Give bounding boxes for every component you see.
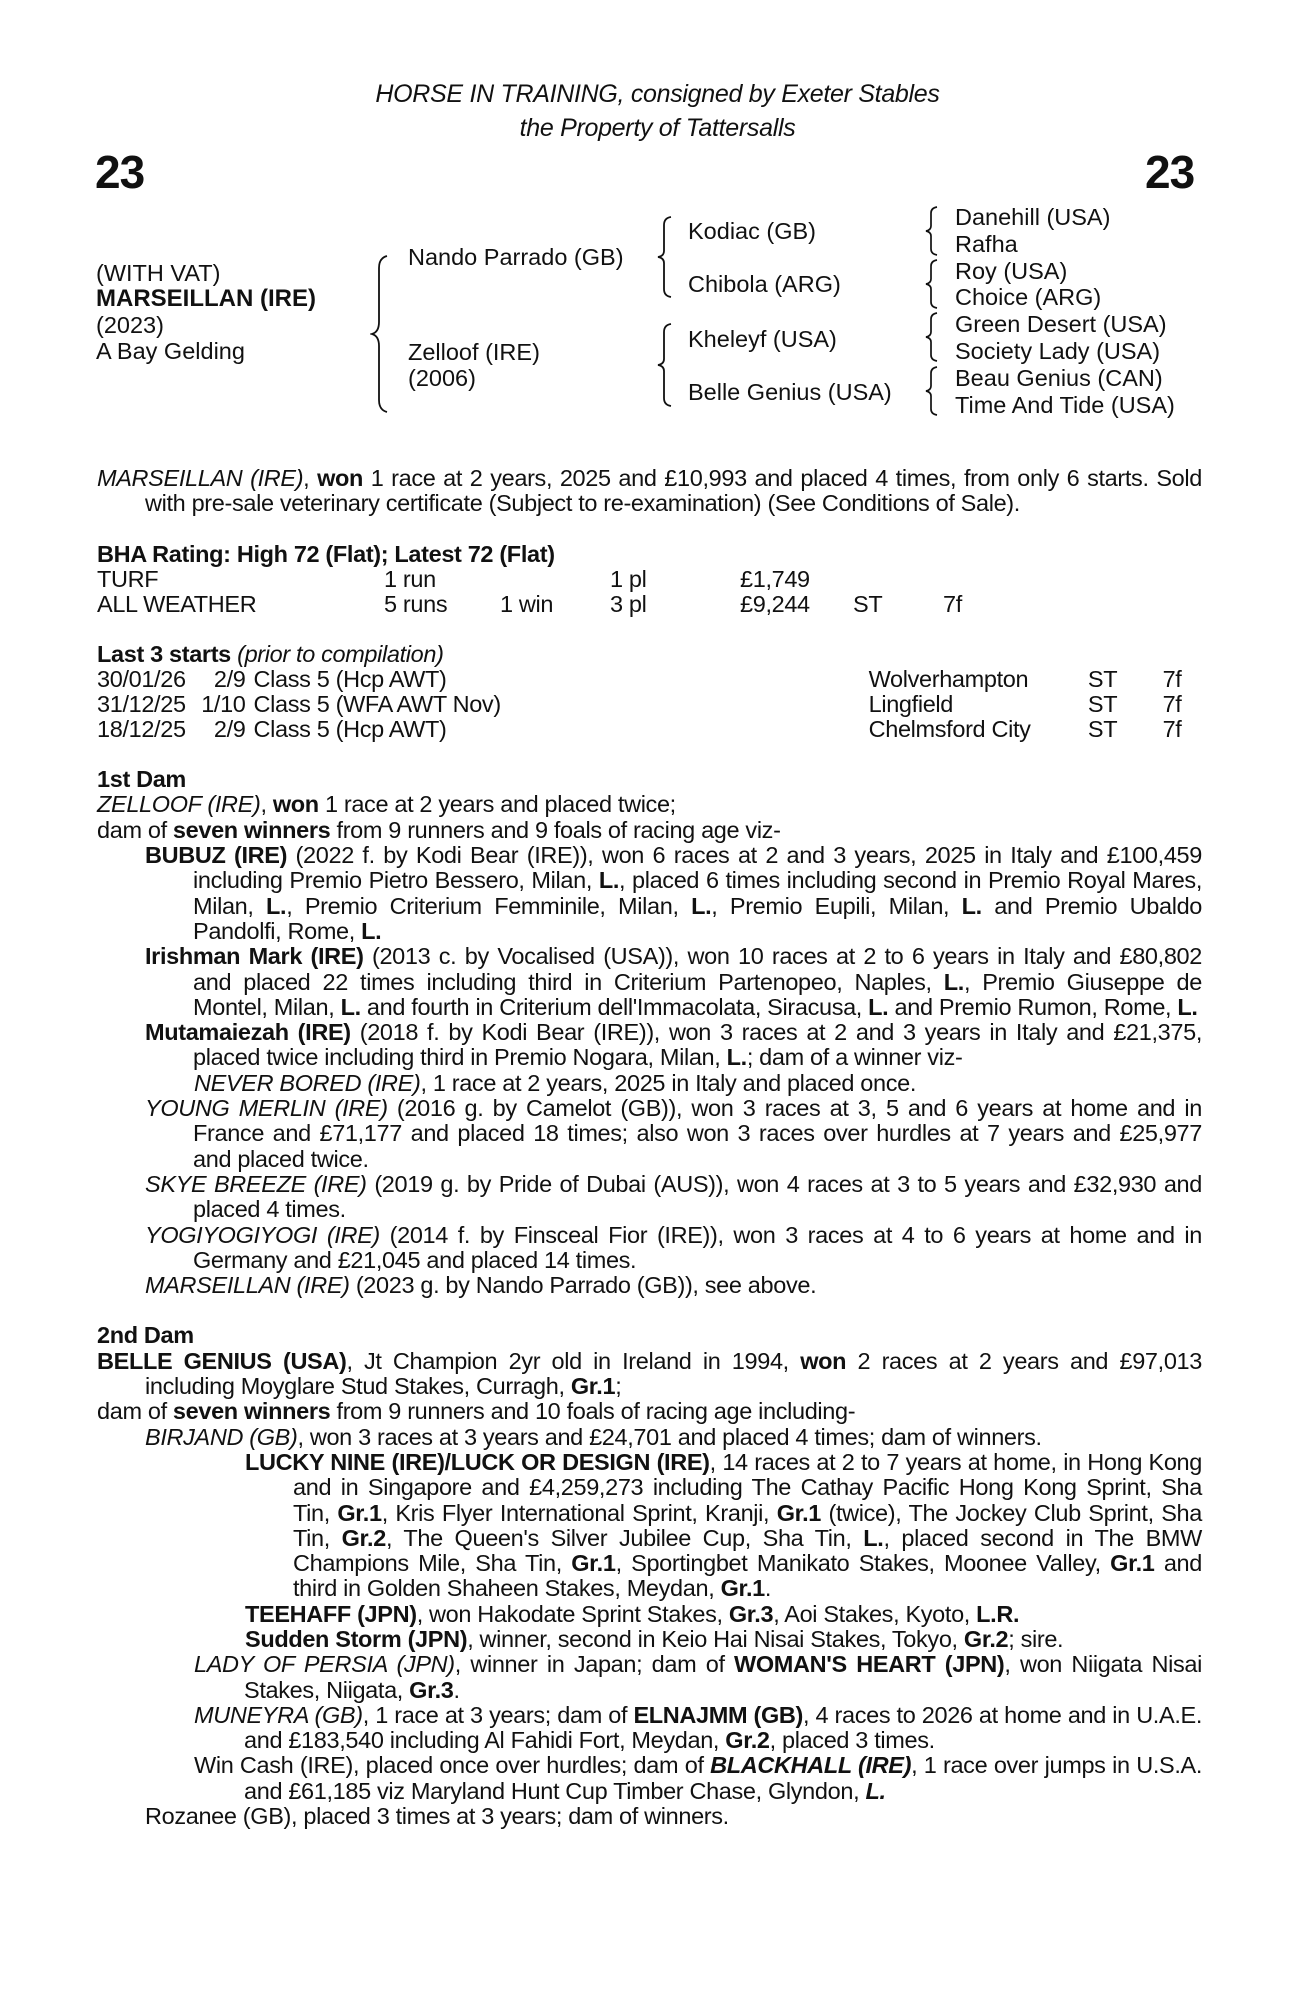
bold-text-run: TEEHAFF (JPN) xyxy=(245,1600,417,1627)
great-grandparent: Rafha xyxy=(955,230,1018,257)
bold-text-run: Gr.2 xyxy=(341,1524,386,1551)
text-run: ; dam of a winner viz- xyxy=(746,1044,963,1071)
bha-distance xyxy=(943,567,983,592)
grandsire-paternal: Kodiac (GB) xyxy=(688,218,816,244)
bold-text-run: L. xyxy=(961,892,982,919)
bha-going: ST xyxy=(853,590,883,617)
text-run: Win Cash (IRE), placed once over hurdles; dam of xyxy=(194,1752,711,1779)
start-course: Wolverhampton xyxy=(868,666,1029,693)
bold-text-run: L.R. xyxy=(976,1600,1020,1627)
start-pos: 2/9 xyxy=(213,716,246,743)
text-run: , Premio Eupili, Milan, xyxy=(711,892,962,919)
text-run: 1 race at 2 years and placed twice; xyxy=(318,791,676,818)
bold-text-run: L. xyxy=(863,1524,884,1551)
bold-text-run: Gr.2 xyxy=(725,1727,770,1754)
start-course: Lingfield xyxy=(868,691,954,718)
second-dam-progeny-list xyxy=(97,1425,1202,1830)
bold-text-run: BLACKHALL (IRE) xyxy=(710,1752,912,1779)
bha-rating-title: BHA Rating: High 72 (Flat); Latest 72 (Flat) xyxy=(97,540,555,567)
text-run: dam of xyxy=(97,1398,173,1425)
bold-text-run: Gr.3 xyxy=(409,1676,454,1703)
bold-text-run: L. xyxy=(340,993,361,1020)
text-run: , Jt Champion 2yr old in Ireland in 1994, xyxy=(346,1347,801,1374)
second-dam-section xyxy=(97,1323,1202,1829)
progeny-entry xyxy=(97,1652,1202,1703)
italic-text-run: YOGIYOGIYOGI (IRE) xyxy=(145,1221,380,1248)
bold-text-run: seven winners xyxy=(172,816,331,843)
progeny-entry xyxy=(97,1450,1202,1602)
horse-name: MARSEILLAN (IRE) xyxy=(96,285,316,312)
last-start-row xyxy=(97,717,1202,742)
start-going: ST xyxy=(1087,691,1118,718)
last-starts-table xyxy=(97,667,1202,742)
bold-text-run: L. xyxy=(598,867,619,894)
text-run: Rozanee (GB), placed 3 times at 3 years; dam of winners. xyxy=(145,1803,729,1830)
bold-text-run: won xyxy=(272,791,319,818)
second-dam-produce-line xyxy=(97,1399,1202,1424)
text-run: (2014 f. by Finsceal Fior (IRE)), won 3 races at 4 to 6 years at home and in Germany and £21,045 and placed 14 times. xyxy=(193,1221,1202,1273)
italic-text-run: BIRJAND (GB) xyxy=(145,1423,298,1450)
bha-stats-row xyxy=(97,567,983,592)
bold-text-run: LUCKY NINE (IRE)/LUCK OR DESIGN (IRE) xyxy=(245,1448,710,1475)
granddam-maternal: Belle Genius (USA) xyxy=(688,379,892,405)
bha-runs: 5 runs xyxy=(384,590,448,617)
progeny-entry xyxy=(97,843,1202,944)
text-run: , 1 race at 2 years, 2025 in Italy and placed once. xyxy=(420,1069,917,1096)
text-run: , Sportingbet Manikato Stakes, Moonee Valley, xyxy=(615,1550,1111,1577)
race-record-summary xyxy=(97,466,1202,517)
text-run: . xyxy=(453,1676,460,1703)
italic-text-run: SKYE BREEZE (IRE) xyxy=(145,1170,367,1197)
bold-text-run: Gr.1 xyxy=(570,1373,616,1400)
bold-text-run: Sudden Storm (JPN) xyxy=(245,1625,468,1652)
italic-text-run: NEVER BORED (IRE) xyxy=(194,1069,421,1096)
text-run: (2023 g. by Nando Parrado (GB)), see above. xyxy=(349,1272,817,1299)
bha-surface: ALL WEATHER xyxy=(97,590,257,617)
text-run: , won Niigata Nisai Stakes, Niigata, xyxy=(244,1651,1202,1703)
bold-text-run: L. xyxy=(361,917,382,944)
text-run: , placed 3 times. xyxy=(769,1727,935,1754)
dam-name: Zelloof (IRE) xyxy=(408,339,540,365)
bha-surface: TURF xyxy=(97,565,159,592)
summary-won-label: won xyxy=(317,465,364,491)
summary-text: 1 race at 2 years, 2025 and £10,993 and placed 4 times, from only 6 starts. Sold with pre-sale veterinary certificate (Subject to re-examination) (See Conditions of Sale). xyxy=(145,465,1202,517)
text-run: (2016 g. by Camelot (GB)), won 3 races at 3, 5 and 6 years at home and in France and £71,177 and placed 18 times; also won 3 races over hurdles at 7 years and £25,977 and placed twice. xyxy=(193,1095,1202,1172)
start-pos: 2/9 xyxy=(213,666,246,693)
great-grandparents xyxy=(955,204,1175,418)
progeny-entry xyxy=(97,1223,1202,1274)
progeny-entry xyxy=(97,1804,1202,1829)
bold-text-run: Gr.1 xyxy=(337,1499,382,1526)
text-run: from 9 runners and 10 foals of racing age including- xyxy=(330,1398,856,1425)
start-date: 18/12/25 xyxy=(97,716,186,743)
start-distance: 7f xyxy=(1162,691,1182,718)
summary-horse-name: MARSEILLAN (IRE) xyxy=(97,465,304,491)
great-grandparent: Choice (ARG) xyxy=(955,284,1102,311)
dam-info xyxy=(408,339,540,391)
bold-text-run: L. xyxy=(726,1044,747,1071)
bold-text-run: L. xyxy=(865,1777,886,1804)
summary-separator: , xyxy=(303,465,318,491)
bold-text-run: Gr.1 xyxy=(571,1550,616,1577)
text-run: , winner, second in Keio Hai Nisai Stakes, Tokyo, xyxy=(467,1625,964,1652)
bold-text-run: L. xyxy=(943,968,964,995)
start-race: Class 5 (WFA AWT Nov) xyxy=(253,691,501,718)
text-run: , Kris Flyer International Sprint, Kranji, xyxy=(381,1499,777,1526)
progeny-entry xyxy=(97,1703,1202,1754)
bold-text-run: L. xyxy=(266,892,287,919)
vat-status: (WITH VAT) xyxy=(96,260,221,286)
text-run: and third in Golden Shaheen Stakes, Meydan, xyxy=(293,1550,1202,1602)
start-distance: 7f xyxy=(1162,666,1182,693)
start-pos: 1/10 xyxy=(201,691,246,718)
last-starts-section xyxy=(97,642,1202,742)
text-run: , 4 races to 2026 at home and in U.A.E. and £183,540 including Al Fahidi Fort, Meydan, xyxy=(244,1701,1202,1754)
catalogue-header-property: the Property of Tattersalls xyxy=(519,114,796,142)
bold-text-run: L. xyxy=(1177,993,1198,1020)
progeny-entry xyxy=(97,1071,1202,1096)
text-run: and fourth in Criterium dell'Immacolata, Siracusa, xyxy=(360,993,869,1020)
progeny-entry xyxy=(97,1172,1202,1223)
text-run: (2013 c. by Vocalised (USA)), won 10 races at 2 to 6 years in Italy and £80,802 and placed 22 times including third in Criterium Partenopeo, Naples, xyxy=(193,943,1202,995)
text-run: , won 3 races at 3 years and £24,701 and placed 4 times; dam of winners. xyxy=(297,1423,1042,1450)
text-run: and Premio Rumon, Rome, xyxy=(888,993,1178,1020)
italic-text-run: LADY OF PERSIA (JPN) xyxy=(194,1651,455,1678)
bha-runs: 1 run xyxy=(384,565,436,592)
first-dam-intro xyxy=(97,792,1202,817)
text-run: dam of xyxy=(97,816,173,843)
horse-info xyxy=(96,260,316,364)
second-dam-intro xyxy=(97,1349,1202,1400)
bold-text-run: Gr.3 xyxy=(728,1600,774,1627)
great-grandparent: Danehill (USA) xyxy=(955,204,1111,230)
bha-placed: 3 pl xyxy=(610,590,647,617)
text-run: , Premio Giuseppe de Montel, Milan, xyxy=(193,968,1202,1020)
text-run: , placed second in The BMW Champions Mile, Sha Tin, xyxy=(293,1524,1202,1577)
bold-text-run: L. xyxy=(691,892,712,919)
text-run: and Premio Ubaldo Pandolfi, Rome, xyxy=(193,892,1203,944)
bold-text-run: Irishman Mark (IRE) xyxy=(145,943,364,970)
start-race: Class 5 (Hcp AWT) xyxy=(253,666,447,693)
text-run: , 1 race over jumps in U.S.A. and £61,185 viz Maryland Hunt Cup Timber Chase, Glyndon, xyxy=(244,1752,1203,1804)
second-dam-title: 2nd Dam xyxy=(97,1322,194,1349)
bold-text-run: ELNAJMM (GB) xyxy=(633,1701,804,1728)
italic-text-run: YOUNG MERLIN (IRE) xyxy=(145,1095,388,1122)
bold-text-run: BUBUZ (IRE) xyxy=(145,842,288,869)
text-run: (2022 f. by Kodi Bear (IRE)), won 6 races at 2 and 3 years, 2025 in Italy and £100,459 including Premio Pietro Bessero, Milan, xyxy=(193,842,1202,894)
great-grandparent: Time And Tide (USA) xyxy=(955,391,1175,418)
first-dam-produce-line xyxy=(97,818,1202,843)
progeny-entry xyxy=(97,1020,1202,1071)
bold-text-run: Gr.1 xyxy=(720,1575,765,1602)
text-run: (2018 f. by Kodi Bear (IRE)), won 3 races at 2 and 3 years in Italy and £21,375, placed twice including third in Premio Nogara, Milan, xyxy=(193,1019,1203,1071)
grandsire-maternal: Kheleyf (USA) xyxy=(688,326,837,352)
last-start-row xyxy=(97,667,1202,692)
text-run: from 9 runners and 9 foals of racing age viz- xyxy=(330,816,781,843)
start-date: 30/01/26 xyxy=(97,666,186,693)
text-run: , won Hakodate Sprint Stakes, xyxy=(416,1600,729,1627)
great-grandparent: Society Lady (USA) xyxy=(955,337,1161,364)
start-distance: 7f xyxy=(1162,716,1182,743)
horse-year: (2023) xyxy=(96,312,164,338)
text-run: , xyxy=(260,791,273,818)
bold-text-run: won xyxy=(800,1347,847,1374)
italic-text-run: ZELLOOF (IRE) xyxy=(97,791,261,818)
bha-stats-row xyxy=(97,592,983,617)
lot-number-left: 23 xyxy=(95,146,145,198)
text-run: ; sire. xyxy=(1008,1625,1064,1652)
text-run: (twice), The Jockey Club Sprint, Sha Tin, xyxy=(293,1499,1202,1551)
bha-prize: £9,244 xyxy=(740,590,810,617)
text-run: , 1 race at 3 years; dam of xyxy=(362,1701,634,1728)
pedigree-brace-gg-2 xyxy=(924,258,940,310)
bold-text-run: Mutamaiezah (IRE) xyxy=(145,1019,351,1046)
bha-going xyxy=(853,567,943,592)
catalogue-header-consignor: HORSE IN TRAINING, consigned by Exeter Stables xyxy=(375,80,940,108)
bha-prize: £1,749 xyxy=(740,565,810,592)
start-race: Class 5 (Hcp AWT) xyxy=(253,716,447,743)
pedigree-brace-sire-line xyxy=(656,215,674,299)
text-run: 2 races at 2 years and £97,013 including Moyglare Stud Stakes, Curragh, xyxy=(145,1347,1202,1400)
start-going: ST xyxy=(1087,716,1118,743)
bold-text-run: Gr.2 xyxy=(963,1625,1009,1652)
bold-text-run: Gr.1 xyxy=(776,1499,822,1526)
first-dam-section xyxy=(97,767,1202,1298)
great-grandparent: Roy (USA) xyxy=(955,257,1068,284)
bha-rating-section xyxy=(97,542,1202,617)
bha-distance: 7f xyxy=(943,590,962,617)
pedigree-brace-gg-1 xyxy=(924,205,940,257)
pedigree-brace-gg-3 xyxy=(924,311,940,363)
progeny-entry xyxy=(97,1096,1202,1172)
last-start-row xyxy=(97,692,1202,717)
bha-stats-table xyxy=(97,567,983,617)
great-grandparent: Beau Genius (CAN) xyxy=(955,364,1163,391)
last-starts-title: Last 3 starts xyxy=(97,640,231,667)
bold-text-run: L. xyxy=(868,993,889,1020)
catalogue-body xyxy=(97,466,1202,1829)
italic-text-run: MARSEILLAN (IRE) xyxy=(145,1272,350,1299)
text-run: , 14 races at 2 to 7 years at home, in Hong Kong and in Singapore and £4,259,273 including The Cathay Pacific Hong Kong Sprint, Sha Tin, xyxy=(293,1448,1203,1526)
bold-text-run: Gr.1 xyxy=(1110,1550,1155,1577)
text-run: , placed 6 times including second in Premio Royal Mares, Milan, xyxy=(193,867,1202,919)
pedigree-brace-dam-line xyxy=(656,322,674,408)
bha-placed: 1 pl xyxy=(610,565,647,592)
dam-year: (2006) xyxy=(408,365,476,391)
italic-text-run: MUNEYRA (GB) xyxy=(194,1701,363,1728)
horse-description: A Bay Gelding xyxy=(96,338,245,364)
text-run: , winner in Japan; dam of xyxy=(454,1651,735,1678)
first-dam-title: 1st Dam xyxy=(97,766,186,793)
progeny-entry xyxy=(97,1753,1202,1804)
progeny-entry xyxy=(97,1425,1202,1450)
granddam-paternal: Chibola (ARG) xyxy=(688,271,841,297)
text-run: , Aoi Stakes, Kyoto, xyxy=(773,1600,977,1627)
text-run: , The Queen's Silver Jubilee Cup, Sha Tin, xyxy=(385,1524,864,1551)
progeny-entry xyxy=(97,1273,1202,1298)
start-going: ST xyxy=(1087,666,1118,693)
start-course: Chelmsford City xyxy=(868,716,1031,743)
text-run: , Premio Criterium Femminile, Milan, xyxy=(286,892,692,919)
progeny-entry xyxy=(97,1627,1202,1652)
sire-name: Nando Parrado (GB) xyxy=(408,244,624,270)
bold-text-run: WOMAN'S HEART (JPN) xyxy=(734,1651,1005,1678)
progeny-entry xyxy=(97,944,1202,1020)
bold-text-run: BELLE GENIUS (USA) xyxy=(97,1347,347,1374)
pedigree-brace-gg-4 xyxy=(924,365,940,417)
last-starts-subtitle: (prior to compilation) xyxy=(237,640,444,667)
great-grandparent: Green Desert (USA) xyxy=(955,311,1167,338)
first-dam-progeny-list xyxy=(97,843,1202,1298)
progeny-entry xyxy=(97,1602,1202,1627)
text-run: (2019 g. by Pride of Dubai (AUS)), won 4 races at 3 to 5 years and £32,930 and placed 4 times. xyxy=(193,1170,1202,1223)
lot-number-right: 23 xyxy=(1145,146,1195,198)
pedigree-brace-sire-dam xyxy=(370,254,390,414)
text-run: . xyxy=(764,1575,772,1602)
start-date: 31/12/25 xyxy=(97,691,186,718)
bha-wins xyxy=(500,567,610,592)
bold-text-run: seven winners xyxy=(172,1398,331,1425)
text-run: ; xyxy=(615,1373,622,1400)
bha-wins: 1 win xyxy=(500,590,554,617)
